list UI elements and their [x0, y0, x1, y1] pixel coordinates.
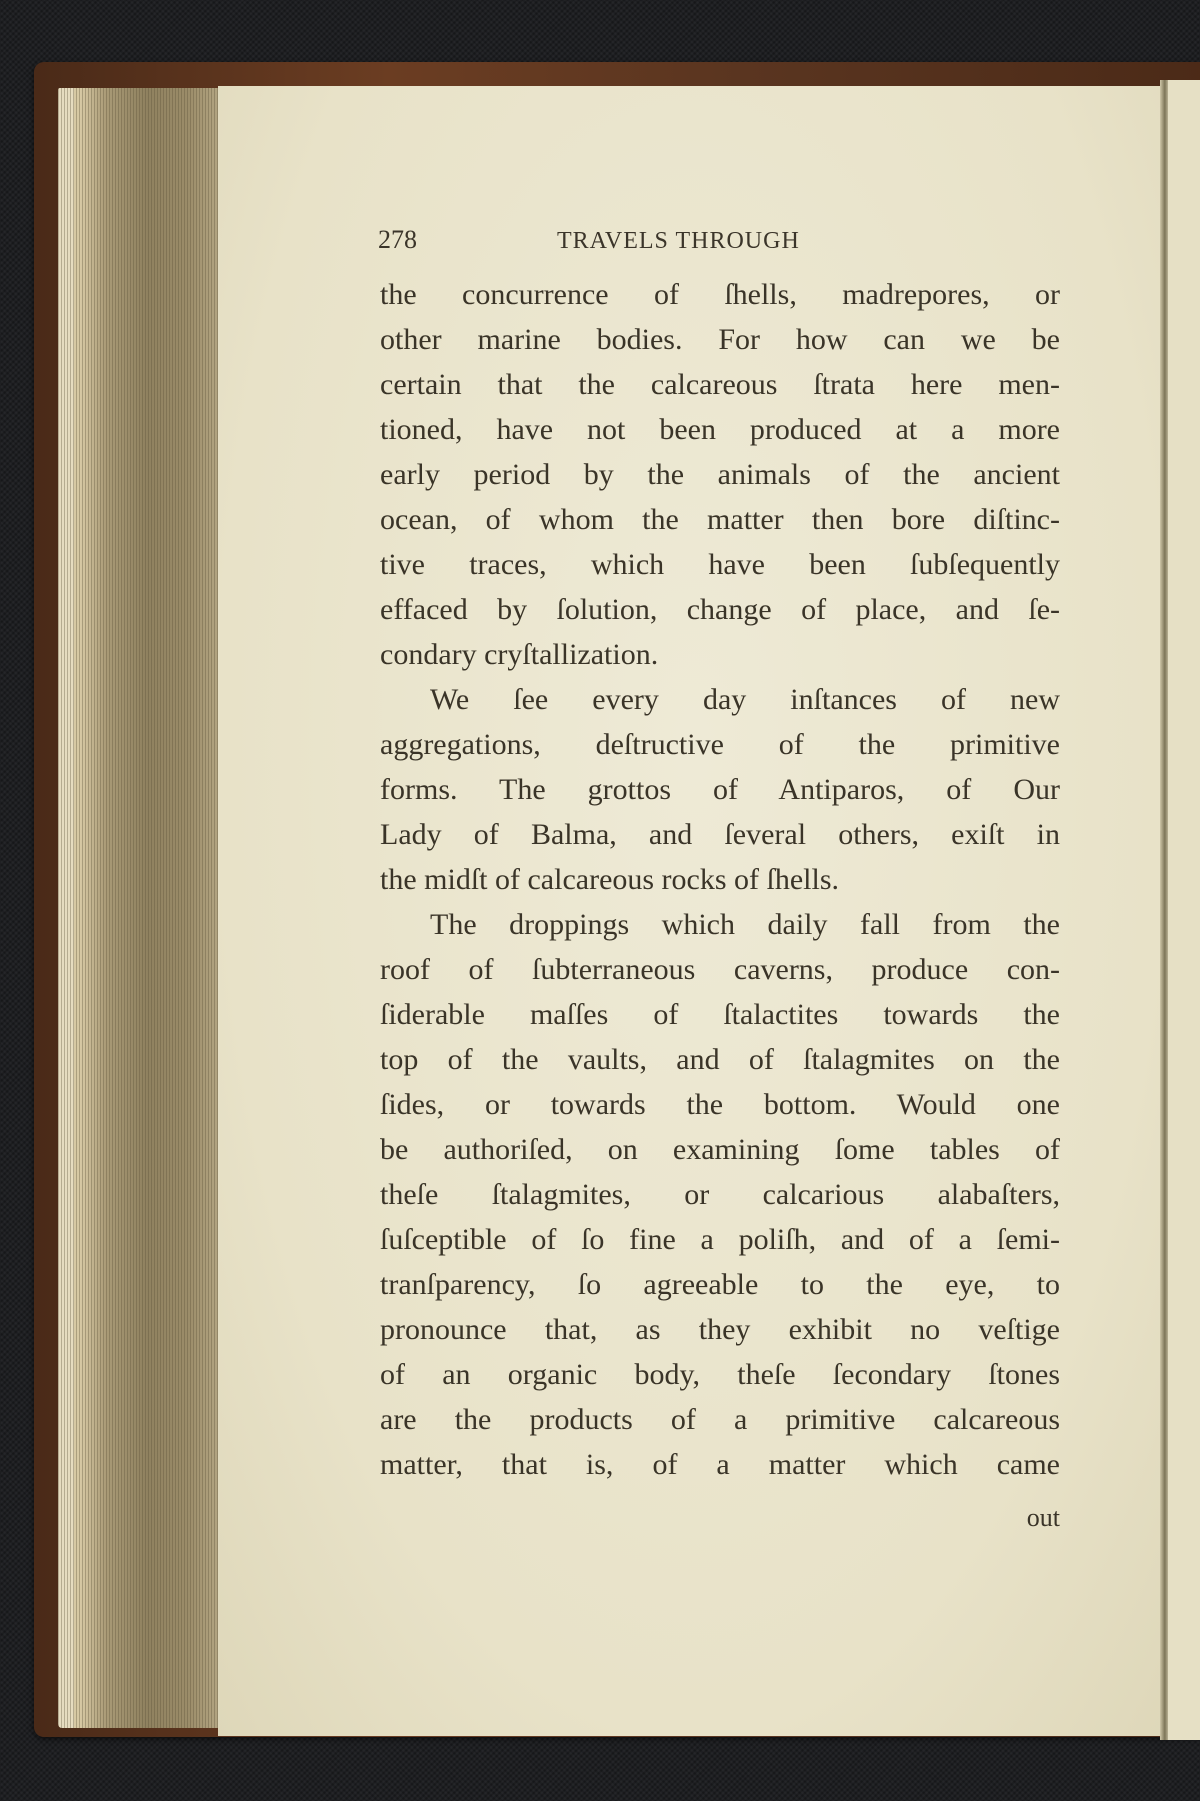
- text-line: other marine bodies. For how can we be: [380, 323, 1060, 356]
- body-text: [380, 272, 1060, 1487]
- text-line: forms. The grottos of Antiparos, of Our: [380, 773, 1060, 806]
- header-title: TRAVELS THROUGH: [557, 228, 800, 254]
- text-line: effaced by ſolution, change of place, and ſe-: [380, 593, 1060, 626]
- text-line: We ſee every day inſtances of new: [430, 683, 1060, 716]
- facing-page: [1168, 80, 1200, 1740]
- text-line: The droppings which daily fall from the: [430, 908, 1060, 941]
- text-line: aggregations, deſtructive of the primitive: [380, 728, 1060, 761]
- running-head: [378, 222, 1058, 258]
- page-edges: [58, 88, 220, 1728]
- text-line: roof of ſubterraneous caverns, produce con-: [380, 953, 1060, 986]
- page-number: 278: [378, 225, 417, 254]
- text-line: ſuſceptible of ſo fine a poliſh, and of a ſemi-: [380, 1223, 1060, 1256]
- catchword: out: [1026, 1503, 1060, 1532]
- text-line: condary cryſtallization.: [380, 638, 659, 671]
- text-line: matter, that is, of a matter which came: [380, 1448, 1060, 1481]
- text-line: tive traces, which have been ſubſequently: [380, 548, 1060, 581]
- text-line: tioned, have not been produced at a more: [380, 413, 1060, 446]
- text-line: theſe ſtalagmites, or calcarious alabaſters,: [380, 1178, 1060, 1211]
- text-line: the midſt of calcareous rocks of ſhells.: [380, 863, 840, 896]
- text-line: certain that the calcareous ſtrata here men-: [380, 368, 1060, 401]
- text-line: top of the vaults, and of ſtalagmites on the: [380, 1043, 1060, 1076]
- text-line: ſides, or towards the bottom. Would one: [380, 1088, 1060, 1121]
- text-line: Lady of Balma, and ſeveral others, exiſt in: [380, 818, 1060, 851]
- text-line: ocean, of whom the matter then bore diſtinc-: [380, 503, 1060, 536]
- text-line: early period by the animals of the ancient: [380, 458, 1060, 491]
- text-line: pronounce that, as they exhibit no veſtige: [380, 1313, 1060, 1346]
- text-line: ſiderable maſſes of ſtalactites towards the: [380, 998, 1060, 1031]
- text-line: of an organic body, theſe ſecondary ſtones: [380, 1358, 1060, 1391]
- text-line: are the products of a primitive calcareous: [380, 1403, 1060, 1436]
- book-gutter: [1160, 80, 1168, 1740]
- text-line: tranſparency, ſo agreeable to the eye, to: [380, 1268, 1060, 1301]
- text-line: be authoriſed, on examining ſome tables of: [380, 1133, 1060, 1166]
- text-line: the concurrence of ſhells, madrepores, or: [380, 278, 1060, 311]
